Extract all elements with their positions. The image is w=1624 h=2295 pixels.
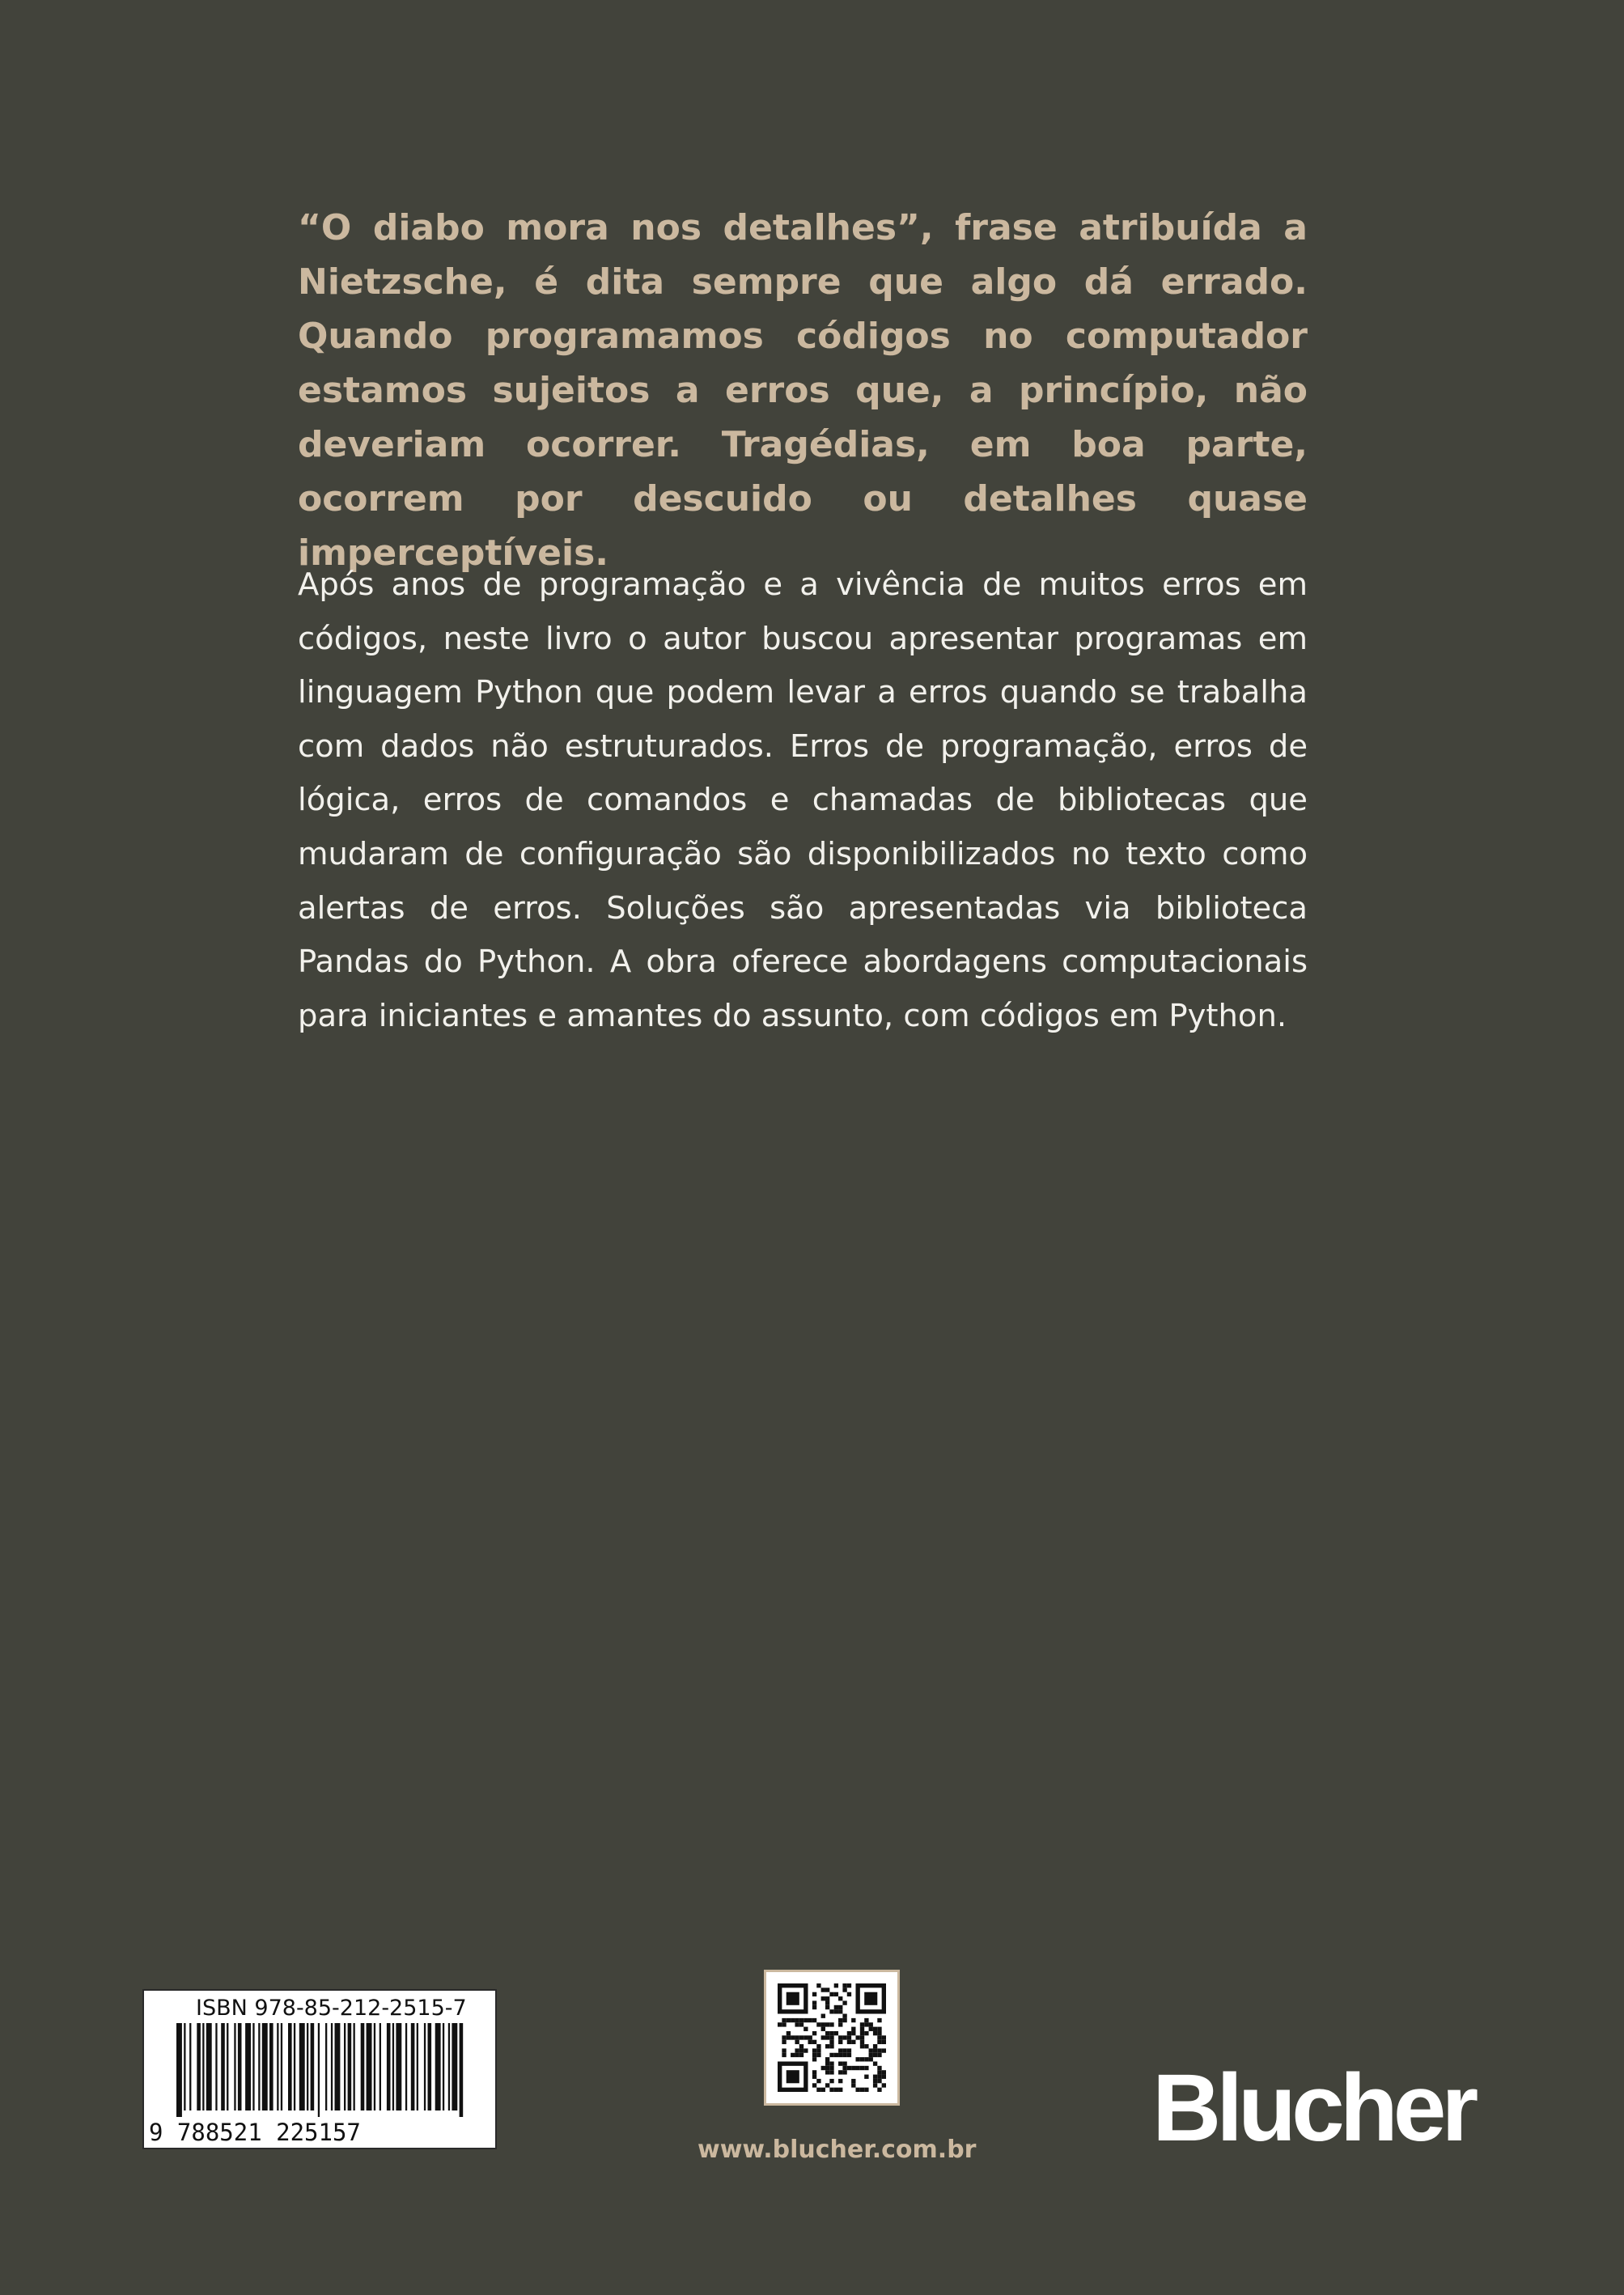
barcode-bar xyxy=(307,2023,308,2110)
barcode-bar xyxy=(197,2023,201,2110)
qr-module xyxy=(812,2057,816,2061)
qr-module xyxy=(782,2040,786,2044)
barcode-bar xyxy=(318,2023,320,2117)
qr-module xyxy=(877,2070,881,2074)
qr-module xyxy=(821,2022,825,2026)
qr-module xyxy=(838,2040,842,2044)
qr-module xyxy=(825,2000,829,2004)
qr-module xyxy=(860,2066,864,2070)
qr-module xyxy=(877,2027,881,2031)
qr-module xyxy=(825,2083,829,2087)
qr-module xyxy=(816,2022,820,2026)
qr-module xyxy=(825,2035,829,2039)
qr-module xyxy=(838,2022,842,2026)
qr-module xyxy=(812,2005,816,2009)
qr-module xyxy=(860,2088,864,2092)
barcode-bar xyxy=(460,2023,464,2117)
barcode-bar xyxy=(311,2023,315,2110)
qr-module xyxy=(860,2027,864,2031)
qr-module xyxy=(860,2035,864,2039)
barcode-bar xyxy=(379,2023,381,2110)
qr-module xyxy=(855,2088,859,2092)
qr-module xyxy=(821,2088,825,2092)
barcode-bar xyxy=(325,2023,327,2110)
barcode-bar xyxy=(299,2023,305,2110)
barcode-bar xyxy=(374,2023,375,2110)
qr-module xyxy=(873,2031,877,2035)
qr-module xyxy=(816,1983,820,1987)
qr-module xyxy=(787,2035,791,2039)
qr-module xyxy=(825,2044,829,2048)
qr-module xyxy=(829,2009,833,2013)
qr-module xyxy=(864,2057,868,2061)
qr-module xyxy=(812,2083,816,2087)
qr-module xyxy=(851,2040,855,2044)
barcode-bar xyxy=(392,2023,394,2110)
qr-module xyxy=(882,2083,886,2087)
qr-module xyxy=(851,2018,855,2022)
qr-module xyxy=(782,2035,786,2039)
qr-module xyxy=(851,2083,855,2087)
qr-module xyxy=(825,2066,829,2070)
qr-module xyxy=(816,2079,820,2083)
qr-module xyxy=(864,2031,868,2035)
qr-module xyxy=(869,2048,873,2052)
qr-module xyxy=(829,2088,833,2092)
qr-module xyxy=(855,2066,859,2070)
qr-module xyxy=(864,2075,868,2079)
barcode-bar xyxy=(367,2023,372,2110)
qr-module xyxy=(829,2066,833,2070)
qr-module xyxy=(842,1987,846,1992)
qr-module xyxy=(816,2048,820,2052)
barcode-bar xyxy=(262,2023,268,2110)
barcode-bar xyxy=(344,2023,346,2110)
qr-module xyxy=(869,2022,873,2026)
qr-module xyxy=(821,2066,825,2070)
qr-module xyxy=(877,2031,881,2035)
qr-module xyxy=(778,2022,782,2026)
qr-module xyxy=(882,2035,886,2039)
qr-module xyxy=(808,2018,812,2022)
qr-module xyxy=(816,2044,820,2048)
qr-module xyxy=(869,2057,873,2061)
qr-module xyxy=(812,2070,816,2074)
qr-module xyxy=(829,2035,833,2039)
barcode-bar xyxy=(234,2023,235,2110)
qr-module xyxy=(877,2040,881,2044)
qr-module xyxy=(842,2035,846,2039)
qr-module xyxy=(847,2035,851,2039)
qr-module xyxy=(834,1983,838,1987)
qr-module xyxy=(834,1992,838,1996)
qr-module xyxy=(847,1983,851,1987)
qr-module xyxy=(838,2048,842,2052)
qr-module xyxy=(825,2005,829,2009)
qr-module xyxy=(799,2053,804,2057)
barcode-bar xyxy=(176,2023,182,2117)
qr-module xyxy=(829,2031,833,2035)
barcode-bar xyxy=(348,2023,352,2110)
qr-module xyxy=(842,2018,846,2022)
qr-module xyxy=(877,2035,881,2039)
qr-module xyxy=(838,1996,842,2000)
qr-module xyxy=(851,2079,855,2083)
qr-module xyxy=(825,2022,829,2026)
qr-module xyxy=(847,2053,851,2057)
qr-module xyxy=(842,2000,846,2004)
qr-module xyxy=(873,2075,877,2079)
qr-module xyxy=(869,2027,873,2031)
qr-module xyxy=(825,2070,829,2074)
qr-module xyxy=(842,2053,846,2057)
qr-finder xyxy=(787,1992,799,2005)
barcode-bar xyxy=(443,2023,444,2110)
qr-module xyxy=(842,2070,846,2074)
qr-module xyxy=(791,2053,795,2057)
qr-module xyxy=(838,2035,842,2039)
qr-code-icon xyxy=(778,1983,886,2092)
qr-module xyxy=(873,2027,877,2031)
description-paragraph: Após anos de programação e a vivência de muitos erros em códigos, neste livro o autor buscou apresentar programas em linguagem Python que podem levar a erros quando se trabalha com dados não estruturados. Erros de programação, erros de lógica, erros de comandos e chamadas de bibliotecas que mudaram de configuração são disponibilizados no texto como alertas de erros. Soluções são apresentadas via biblioteca Pandas do Python. A obra oferece abordagens computacionais para iniciantes e amantes do assunto, com códigos em Python. xyxy=(298,566,1308,1034)
barcode-bar xyxy=(238,2023,242,2110)
qr-module xyxy=(795,2040,799,2044)
qr-module xyxy=(864,2018,868,2022)
qr-module xyxy=(829,2044,833,2048)
barcode-bar xyxy=(189,2023,191,2110)
qr-module xyxy=(804,2018,808,2022)
qr-module xyxy=(838,2061,842,2065)
qr-module xyxy=(877,2066,881,2070)
qr-module xyxy=(860,2031,864,2035)
qr-code[interactable] xyxy=(764,1970,900,2106)
qr-module xyxy=(860,2022,864,2026)
qr-module xyxy=(787,2031,791,2035)
qr-module xyxy=(873,2061,877,2065)
qr-module xyxy=(799,2048,804,2052)
qr-module xyxy=(864,2022,868,2026)
qr-module xyxy=(812,2000,816,2004)
qr-module xyxy=(808,2035,812,2039)
qr-module xyxy=(860,2057,864,2061)
barcode-bar xyxy=(245,2023,251,2110)
barcode-bar xyxy=(269,2023,273,2110)
isbn-label: ISBN 978-85-212-2515-7 xyxy=(196,1996,467,2021)
qr-module xyxy=(825,2031,829,2035)
qr-module xyxy=(829,1992,833,1996)
qr-module xyxy=(838,2053,842,2057)
qr-module xyxy=(873,2079,877,2083)
qr-module xyxy=(782,2022,786,2026)
qr-module xyxy=(838,2070,842,2074)
barcode-bar xyxy=(288,2023,292,2110)
qr-module xyxy=(825,2057,829,2061)
qr-module xyxy=(882,2048,886,2052)
qr-module xyxy=(812,1992,816,1996)
qr-module xyxy=(795,2035,799,2039)
qr-module xyxy=(821,1996,825,2000)
qr-module xyxy=(882,2070,886,2074)
qr-module xyxy=(791,2018,795,2022)
qr-module xyxy=(808,2040,812,2044)
qr-module xyxy=(842,1983,846,1987)
qr-module xyxy=(851,2066,855,2070)
barcode-bar xyxy=(227,2023,228,2110)
qr-module xyxy=(834,2053,838,2057)
barcode-bar xyxy=(405,2023,407,2110)
barcode-bar xyxy=(354,2023,355,2110)
qr-module xyxy=(855,2057,859,2061)
qr-module xyxy=(825,2061,829,2065)
qr-module xyxy=(847,2031,851,2035)
qr-module xyxy=(847,2048,851,2052)
qr-module xyxy=(799,2022,804,2026)
qr-module xyxy=(842,2061,846,2065)
qr-module xyxy=(838,2018,842,2022)
qr-module xyxy=(864,2088,868,2092)
qr-module xyxy=(812,2048,816,2052)
qr-module xyxy=(834,2005,838,2009)
barcode-bar xyxy=(417,2023,418,2110)
barcode-bar xyxy=(221,2023,225,2110)
isbn-barcode xyxy=(142,1989,497,2149)
qr-module xyxy=(804,2027,808,2031)
barcode-bar xyxy=(396,2023,401,2110)
qr-module xyxy=(782,2048,786,2052)
qr-module xyxy=(795,2053,799,2057)
qr-module xyxy=(847,2066,851,2070)
barcode-bar xyxy=(452,2023,457,2110)
qr-module xyxy=(847,1992,851,1996)
qr-module xyxy=(804,2035,808,2039)
qr-module xyxy=(799,2018,804,2022)
qr-module xyxy=(873,2044,877,2048)
qr-module xyxy=(821,2014,825,2018)
qr-module xyxy=(812,2031,816,2035)
barcode-bar xyxy=(281,2023,282,2110)
website-link[interactable]: www.blucher.com.br xyxy=(698,2136,977,2164)
qr-module xyxy=(842,2014,846,2018)
qr-module xyxy=(847,2040,851,2044)
qr-module xyxy=(799,2035,804,2039)
barcode-bar xyxy=(424,2023,426,2110)
qr-module xyxy=(864,2044,868,2048)
qr-module xyxy=(795,2048,799,2052)
qr-module xyxy=(787,2018,791,2022)
qr-module xyxy=(829,2040,833,2044)
qr-module xyxy=(812,2075,816,2079)
qr-module xyxy=(821,1987,825,1992)
barcode-bar xyxy=(448,2023,450,2110)
qr-module xyxy=(882,2040,886,2044)
qr-module xyxy=(873,2083,877,2087)
qr-module xyxy=(799,2044,804,2048)
qr-module xyxy=(873,2048,877,2052)
barcode-bar xyxy=(277,2023,278,2110)
qr-module xyxy=(869,2053,873,2057)
barcode-bar xyxy=(184,2023,185,2110)
qr-module xyxy=(860,2044,864,2048)
barcode-bar xyxy=(252,2023,254,2110)
qr-module xyxy=(812,2053,816,2057)
barcode-bar xyxy=(294,2023,295,2110)
qr-module xyxy=(829,2079,833,2083)
qr-module xyxy=(829,2070,833,2074)
qr-module xyxy=(882,2075,886,2079)
barcode-bar xyxy=(335,2023,341,2110)
qr-module xyxy=(791,2035,795,2039)
qr-module xyxy=(834,2031,838,2035)
qr-module xyxy=(834,2009,838,2013)
barcode-bar xyxy=(331,2023,333,2110)
qr-module xyxy=(782,2018,786,2022)
qr-module xyxy=(851,2027,855,2031)
qr-module xyxy=(860,2040,864,2044)
qr-module xyxy=(855,2035,859,2039)
barcode-bar xyxy=(428,2023,432,2110)
qr-module xyxy=(877,2075,881,2079)
lead-paragraph: “O diabo mora nos detalhes”, frase atribuída a Nietzsche, é dita sempre que algo dá errado. Quando programamos códigos no computador estamos sujeitos a erros que, a princípio, não deveriam ocorrer. Tragédias, em boa parte, ocorrem por descuido ou detalhes quase imperceptíveis. xyxy=(298,207,1308,574)
qr-module xyxy=(825,1996,829,2000)
barcode-digits: 9 788521 225157 xyxy=(149,2119,361,2146)
qr-finder xyxy=(864,1992,877,2005)
qr-module xyxy=(821,2035,825,2039)
barcode-bar xyxy=(361,2023,365,2110)
qr-module xyxy=(877,2088,881,2092)
barcode-bar xyxy=(202,2023,204,2110)
qr-module xyxy=(821,2027,825,2031)
qr-module xyxy=(825,1987,829,1992)
qr-module xyxy=(829,2022,833,2026)
qr-module xyxy=(838,2088,842,2092)
qr-module xyxy=(834,2088,838,2092)
qr-module xyxy=(877,2048,881,2052)
qr-module xyxy=(812,2018,816,2022)
qr-module xyxy=(873,2053,877,2057)
barcode-bar xyxy=(206,2023,212,2110)
qr-finder xyxy=(787,2070,799,2083)
qr-module xyxy=(795,2018,799,2022)
barcode-bar xyxy=(258,2023,260,2110)
qr-module xyxy=(842,2048,846,2052)
qr-module xyxy=(877,2053,881,2057)
qr-module xyxy=(842,2066,846,2070)
qr-module xyxy=(816,2053,820,2057)
publisher-logo: Blucher xyxy=(1152,2055,1474,2161)
qr-module xyxy=(877,2018,881,2022)
barcode-bar xyxy=(387,2023,391,2110)
qr-module xyxy=(782,2053,786,2057)
qr-module xyxy=(864,2066,868,2070)
barcode-bar xyxy=(435,2023,441,2110)
qr-module xyxy=(838,2009,842,2013)
qr-module xyxy=(877,2079,881,2083)
barcode-bars xyxy=(176,2023,468,2117)
qr-module xyxy=(816,2088,820,2092)
qr-module xyxy=(838,2079,842,2083)
qr-module xyxy=(829,2061,833,2065)
qr-module xyxy=(804,2048,808,2052)
qr-module xyxy=(812,2040,816,2044)
barcode-bar xyxy=(215,2023,217,2110)
qr-module xyxy=(851,2031,855,2035)
qr-module xyxy=(838,2005,842,2009)
barcode-bar xyxy=(411,2023,415,2110)
qr-module xyxy=(829,2053,833,2057)
qr-module xyxy=(795,2022,799,2026)
